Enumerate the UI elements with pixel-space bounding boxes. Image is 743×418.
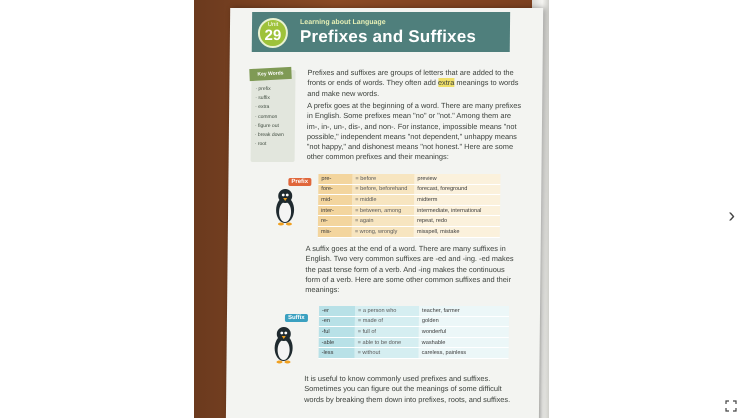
book-photo bbox=[194, 0, 549, 418]
unit-subtitle: Learning about Language bbox=[300, 19, 386, 26]
key-word-item: · suffix bbox=[255, 95, 270, 102]
intro-paragraph: Prefixes and suffixes are groups of letters that are added to the fronts or ends of words. They often add extra meanings to words and make new words. bbox=[307, 68, 519, 98]
penguin-mascot-icon bbox=[272, 186, 298, 226]
key-word-item: · root bbox=[254, 141, 267, 148]
suffix-table bbox=[319, 306, 510, 359]
suffix-paragraph: A suffix goes at the end of a word. There are many suffixes in English. Two very common suffixes are -ed and -ing. -ed makes the past tense form of a verb. And -ing makes the continuous form of a verb. Here are some other common suffixes and their meanings: bbox=[305, 244, 514, 295]
unit-badge bbox=[258, 18, 288, 48]
table-row: -er = a person who teacher, farmer bbox=[319, 306, 509, 316]
key-word-item: · figure out bbox=[254, 122, 279, 129]
key-word-item: · extra bbox=[255, 104, 270, 111]
table-row: re- = again repeat, redo bbox=[318, 216, 500, 227]
table-row: mid- = middle midterm bbox=[318, 195, 500, 206]
suffix-sign: Suffix bbox=[285, 314, 308, 322]
key-word-item: · prefix bbox=[255, 86, 271, 92]
table-row: -able = able to be done washable bbox=[319, 337, 509, 348]
penguin-mascot-icon bbox=[270, 324, 296, 364]
highlighted-word: extra bbox=[437, 78, 455, 88]
prefix-table bbox=[318, 174, 501, 238]
key-word-item: · break down bbox=[254, 132, 284, 139]
table-row: mis- = wrong, wrongly misspell, mistake bbox=[318, 226, 500, 237]
chevron-right-icon[interactable]: › bbox=[728, 205, 735, 227]
prefix-sign: Prefix bbox=[288, 178, 311, 186]
key-words-list bbox=[255, 85, 285, 149]
key-words-title: Key Words bbox=[249, 67, 291, 81]
table-row: -en = made of golden bbox=[319, 316, 509, 327]
key-words-box bbox=[251, 70, 296, 162]
book-page bbox=[226, 8, 543, 418]
unit-number: 29 bbox=[264, 27, 282, 44]
table-row: fore- = before, beforehand forecast, foreground bbox=[318, 184, 500, 195]
unit-header bbox=[252, 12, 510, 52]
closing-paragraph: It is useful to know commonly used prefixes and suffixes. Sometimes you can figure out the meanings of some difficult words by breaking them down into prefixes, roots, and suffixes. bbox=[304, 374, 511, 404]
table-row: pre- = before preview bbox=[318, 174, 500, 184]
prefix-paragraph: A prefix goes at the beginning of a word. There are many prefixes in English. Some prefixes mean "no" or "not." Among them are im-, in-, un-, dis-, and non-. For instance, impossible means "not possible," independent means "not dependent," unhappy means "not happy," and dishonest means "not honest." Here are some other common prefixes and their meanings: bbox=[306, 101, 522, 162]
expand-icon[interactable] bbox=[725, 400, 737, 412]
page-title: Prefixes and Suffixes bbox=[299, 27, 477, 46]
unit-label: Unit bbox=[267, 22, 279, 28]
table-row: inter- = between, among intermediate, international bbox=[318, 205, 500, 216]
table-row: -ful = full of wonderful bbox=[319, 327, 509, 338]
key-word-item: · common bbox=[255, 113, 278, 120]
table-row: -less = without careless, painless bbox=[319, 348, 509, 359]
